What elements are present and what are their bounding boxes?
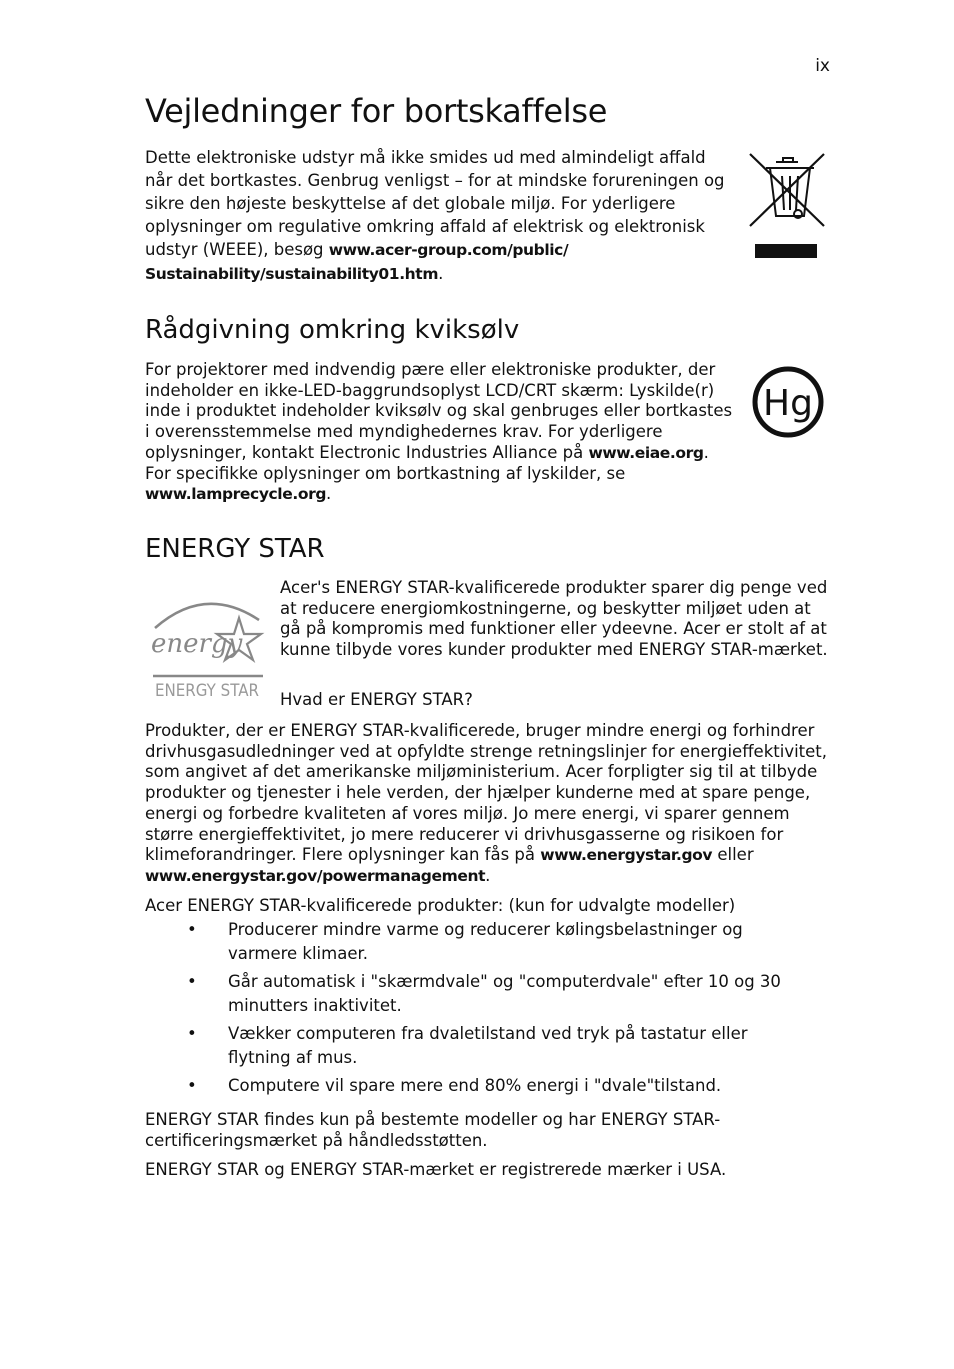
energy-body-end: . bbox=[485, 865, 491, 885]
mercury-mid: . For specifikke oplysninger om bortkastning af lyskilder, se bbox=[145, 442, 709, 483]
energy-body bbox=[145, 721, 830, 887]
weee-crossed-bin-icon bbox=[748, 150, 828, 260]
disposal-text bbox=[145, 146, 735, 286]
mercury-heading: Rådgivning omkring kviksølv bbox=[145, 315, 520, 345]
eiae-link[interactable]: www.eiae.org bbox=[588, 443, 704, 462]
energy-heading: ENERGY STAR bbox=[145, 534, 325, 564]
disposal-heading: Vejledninger for bortskaffelse bbox=[145, 92, 608, 130]
hg-label: Hg bbox=[763, 383, 813, 424]
energy-question: Hvad er ENERGY STAR? bbox=[280, 690, 473, 709]
energy-note-2: ENERGY STAR og ENERGY STAR-mærket er registrerede mærker i USA. bbox=[145, 1160, 727, 1179]
energy-intro: Acer's ENERGY STAR-kvalificerede produkter sparer dig penge ved at reducere energiomkostningerne, og beskytter miljøet uden at gå på kompromis med funktioner eller ydeevne. Acer er stolt af at kunne tilbyde vores kunder produkter med ENERGY STAR-mærket. bbox=[280, 578, 828, 660]
bullet-dot: • bbox=[187, 920, 197, 939]
mercury-end: . bbox=[326, 484, 332, 504]
energy-note-1: ENERGY STAR findes kun på bestemte modeller og har ENERGY STAR-certificeringsmærket på håndledsstøtten. bbox=[145, 1110, 721, 1150]
bullet-dot: • bbox=[187, 1024, 197, 1043]
energy-or: eller bbox=[712, 845, 754, 865]
energystar-link[interactable]: www.energystar.gov bbox=[540, 846, 713, 865]
mercury-body: For projektorer med indvendig pære eller elektroniske produkter, der indeholder en ikke-LED-baggrundsoplyst LCD/CRT skærm: Lyskilde(r) inde i produktet indeholder kviksølv og skal genbruges eller bortkastes i overensstemmelse med myndighedernes krav. For yderligere oplysninger, kontakt Electronic Industries Alliance på bbox=[145, 360, 733, 462]
energy-script: energy bbox=[151, 629, 243, 659]
bullet-dot: • bbox=[187, 1076, 197, 1095]
energy-body-text: Produkter, der er ENERGY STAR-kvalificerede, bruger mindre energi og forhindrer drivhusgasudledninger ved at opfyldte strenge retningslinjer for energieffektivitet, som angivet af det amerikanske miljøministerium. Acer forpligter sig til at tilbyde produkter og tjenester i hele verden, der hjælper kunderne med at spare penge, energi og forbedre kvaliteten af vores miljø. Jo mere energi, vi sparer gennem større energieffektivitet, jo mere reducerer vi drivhusgasserne og risikoen for klimeforandringer. Flere oplysninger kan fås på bbox=[145, 721, 828, 865]
bullet-dot: • bbox=[187, 972, 197, 991]
disposal-end: . bbox=[438, 264, 444, 283]
list-item: • Vækker computeren fra dvaletilstand ved tryk på tastatur eller flytning af mus. bbox=[187, 1024, 748, 1067]
mercury-hg-icon bbox=[750, 364, 826, 440]
energy-list-intro: Acer ENERGY STAR-kvalificerede produkter: (kun for udvalgte modeller) bbox=[145, 896, 736, 915]
mercury-text bbox=[145, 360, 735, 505]
energy-logo-text: ENERGY STAR bbox=[155, 681, 260, 701]
energy-bullet-list bbox=[145, 918, 805, 1102]
list-item: • Går automatisk i "skærmdvale" og "computerdvale" efter 10 og 30 minutters inaktivitet. bbox=[187, 972, 781, 1015]
energy-star-logo bbox=[145, 590, 269, 702]
disposal-body: Dette elektroniske udstyr må ikke smides ud med almindeligt affald når det bortkastes. Genbrug venligst – for at mindske forureningen og sikre den højeste beskyttelse af det globale miljø. For yderligere oplysninger om regulative omkring affald af elektrisk og elektronisk udstyr (WEEE), besøg bbox=[145, 148, 725, 259]
list-item: • Computere vil spare mere end 80% energi i "dvale"tilstand. bbox=[145, 1074, 805, 1098]
powermanagement-link[interactable]: www.energystar.gov/powermanagement bbox=[145, 866, 486, 885]
page-number: ix bbox=[815, 56, 830, 76]
lamprecycle-link[interactable]: www.lamprecycle.org bbox=[145, 485, 327, 504]
weee-link[interactable]: www.acer-group.com/public/ Sustainability/sustainability01.htm bbox=[145, 241, 569, 283]
list-item: • Producerer mindre varme og reducerer kølingsbelastninger og varmere klimaer. bbox=[187, 920, 743, 963]
